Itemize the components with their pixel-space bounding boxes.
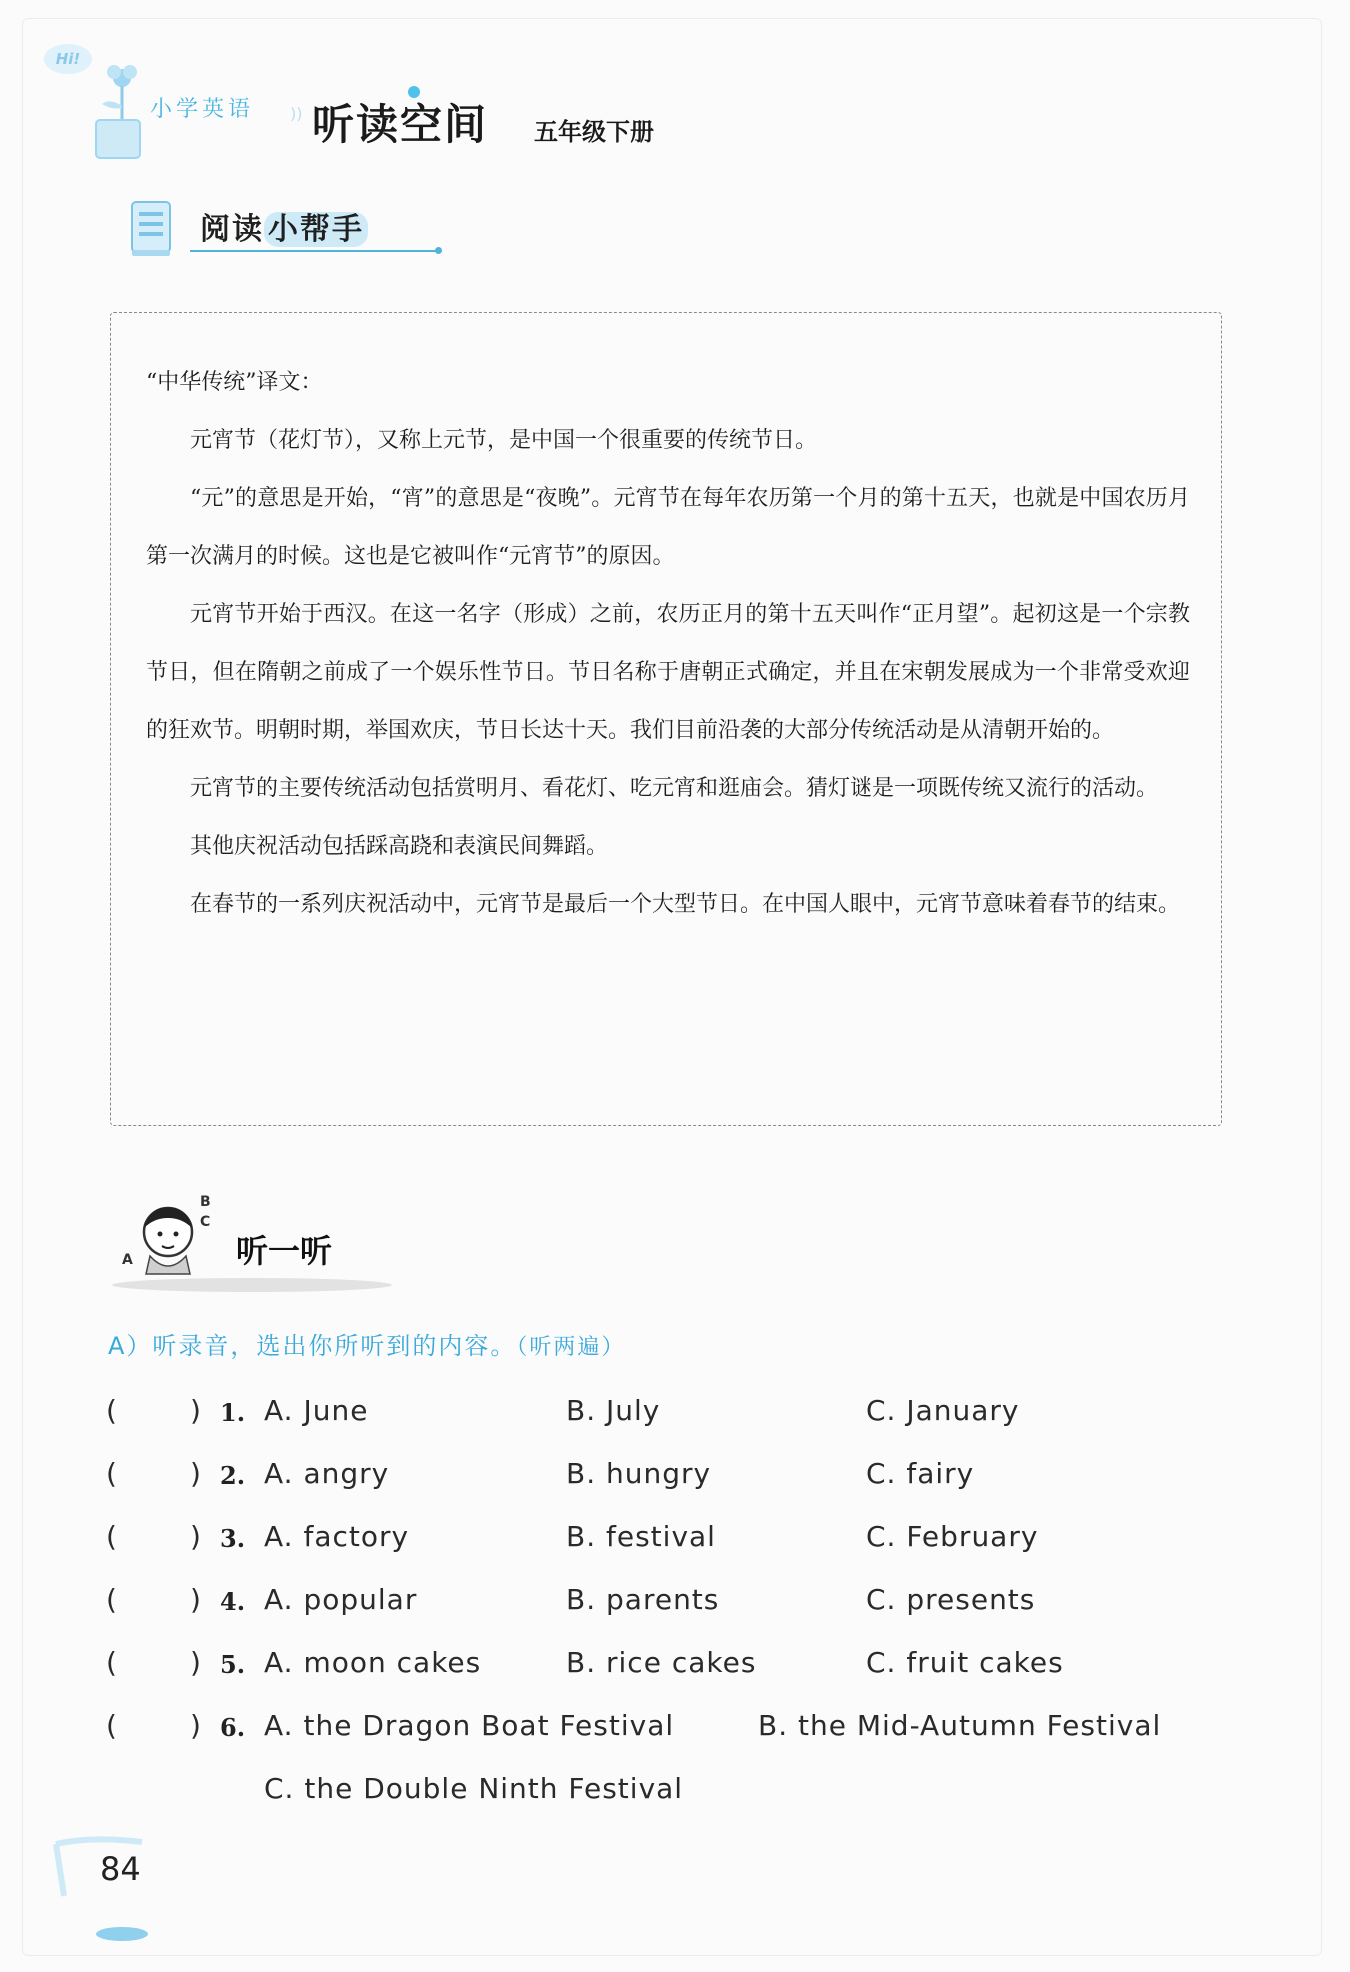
heading-underline <box>190 250 438 252</box>
option-a: A. June <box>264 1394 369 1427</box>
letter-c: C <box>200 1214 211 1230</box>
option-b: B. parents <box>566 1583 720 1616</box>
option-c: C. January <box>866 1394 1020 1427</box>
wave-decoration: )) <box>290 104 303 123</box>
translation-paragraph: 元宵节（花灯节），又称上元节，是中国一个很重要的传统节日。 <box>190 428 818 453</box>
exercise-instruction <box>108 1326 625 1361</box>
answer-paren-open: ( <box>106 1583 117 1616</box>
option-b: B. festival <box>566 1520 716 1553</box>
question-number: 6. <box>220 1713 246 1742</box>
answer-paren-open: ( <box>106 1457 117 1490</box>
option-a: A. the Dragon Boat Festival <box>264 1709 675 1742</box>
child-reading-icon <box>120 1192 216 1288</box>
question-row <box>106 1520 1166 1560</box>
option-a: A. factory <box>264 1520 410 1553</box>
answer-paren-close: ) <box>190 1457 201 1490</box>
option-a: A. angry <box>264 1457 390 1490</box>
question-row <box>106 1646 1166 1686</box>
book-title-text: 听读空间 <box>312 100 489 149</box>
option-b: B. hungry <box>566 1457 712 1490</box>
title-dot <box>408 86 420 98</box>
flower-pot-icon <box>88 64 146 162</box>
reading-helper-prefix: 阅读 <box>200 212 264 247</box>
option-c: C. fruit cakes <box>866 1646 1064 1679</box>
series-title: 小学英语 <box>150 97 255 122</box>
answer-paren-open: ( <box>106 1394 117 1427</box>
page-number: 84 <box>100 1850 141 1888</box>
answer-paren-open: ( <box>106 1520 117 1553</box>
question-number: 2. <box>220 1461 246 1490</box>
answer-paren-close: ) <box>190 1709 201 1742</box>
question-number: 5. <box>220 1650 246 1679</box>
answer-paren-close: ) <box>190 1646 201 1679</box>
book-title <box>312 92 488 152</box>
reading-helper-highlight: 小帮手 <box>264 212 368 247</box>
translation-paragraph: “元”的意思是开始，“宵”的意思是“夜晚”。元宵节在每年农历第一个月的第十五天，也就是中国农历月第一次满月的时候。这也是它被叫作“元宵节”的原因。 <box>146 486 1190 569</box>
listen-heading: 听一听 <box>236 1232 333 1270</box>
translation-title: “中华传统”译文： <box>146 370 323 395</box>
option-c: C. presents <box>866 1583 1036 1616</box>
hi-badge: Hi! <box>44 44 92 74</box>
book-icon <box>128 200 174 258</box>
grade-title: 五年级下册 <box>534 118 654 146</box>
question-number: 1. <box>220 1398 246 1427</box>
answer-paren-close: ) <box>190 1583 201 1616</box>
option-a: A. popular <box>264 1583 418 1616</box>
answer-paren-open: ( <box>106 1646 117 1679</box>
answer-paren-open: ( <box>106 1709 117 1742</box>
question-row <box>106 1457 1166 1497</box>
option-a: A. moon cakes <box>264 1646 482 1679</box>
question-row <box>106 1583 1166 1623</box>
translation-paragraph: 在春节的一系列庆祝活动中，元宵节是最后一个大型节日。在中国人眼中，元宵节意味着春节的结束。 <box>190 892 1181 917</box>
letter-b: B <box>200 1194 211 1210</box>
reading-helper-heading <box>200 204 368 248</box>
instruction-text: A）听录音，选出你所听到的内容。 <box>108 1332 517 1360</box>
answer-paren-close: ) <box>190 1394 201 1427</box>
instruction-note: （听两遍） <box>516 1335 626 1360</box>
option-b: B. rice cakes <box>566 1646 757 1679</box>
option-c: C. fairy <box>866 1457 975 1490</box>
translation-paragraph: 其他庆祝活动包括踩高跷和表演民间舞蹈。 <box>190 834 609 859</box>
question-row <box>106 1709 1166 1805</box>
question-number: 3. <box>220 1524 246 1553</box>
question-row <box>106 1394 1166 1434</box>
option-b: B. July <box>566 1394 661 1427</box>
answer-paren-close: ) <box>190 1520 201 1553</box>
letter-a: A <box>122 1252 133 1268</box>
option-c: C. the Double Ninth Festival <box>264 1772 684 1805</box>
translation-text <box>146 354 1190 934</box>
translation-paragraph: 元宵节开始于西汉。在这一名字（形成）之前，农历正月的第十五天叫作“正月望”。起初这是一个宗教节日，但在隋朝之前成了一个娱乐性节日。节日名称于唐朝正式确定，并且在宋朝发展成为一个非常受欢迎的狂欢节。明朝时期，举国欢庆，节日长达十天。我们目前沿袭的大部分传统活动是从清朝开始的。 <box>146 602 1190 743</box>
option-c: C. February <box>866 1520 1039 1553</box>
question-number: 4. <box>220 1587 246 1616</box>
option-b: B. the Mid-Autumn Festival <box>758 1709 1162 1742</box>
translation-paragraph: 元宵节的主要传统活动包括赏明月、看花灯、吃元宵和逛庙会。猜灯谜是一项既传统又流行的活动。 <box>190 776 1159 801</box>
